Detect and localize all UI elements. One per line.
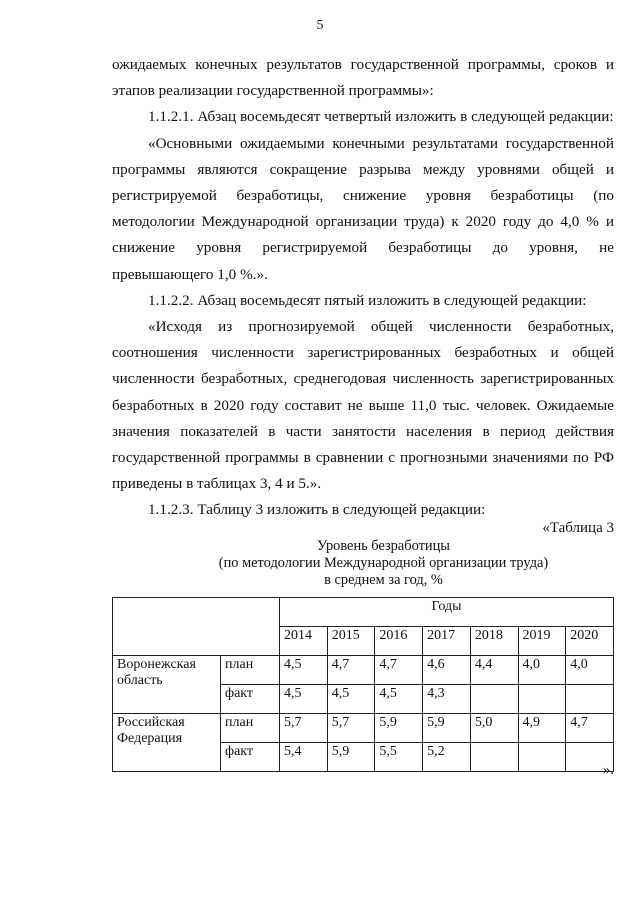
value-cell: 4,0 xyxy=(518,656,566,685)
value-cell: 5,5 xyxy=(375,743,423,772)
value-cell: 4,7 xyxy=(566,714,614,743)
year-cell: 2020 xyxy=(566,627,614,656)
row-type-cell: факт xyxy=(221,743,280,772)
value-cell: 5,9 xyxy=(375,714,423,743)
years-header: Годы xyxy=(280,598,614,627)
value-cell: 4,5 xyxy=(280,656,328,685)
table-caption-title: Уровень безработицы xyxy=(317,538,450,554)
row-type-cell: план xyxy=(221,656,280,685)
year-cell: 2014 xyxy=(280,627,328,656)
table-corner-cell xyxy=(113,598,280,656)
value-cell: 5,0 xyxy=(470,714,518,743)
value-cell xyxy=(518,685,566,714)
value-cell xyxy=(518,743,566,772)
year-cell: 2018 xyxy=(470,627,518,656)
paragraph-amendment-3: 1.1.2.3. Таблицу 3 изложить в следующей редакции: xyxy=(148,501,486,519)
value-cell: 4,5 xyxy=(280,685,328,714)
table-row xyxy=(113,656,614,685)
value-cell: 4,7 xyxy=(375,656,423,685)
value-cell xyxy=(566,685,614,714)
region-cell: Воронежская область xyxy=(113,656,221,714)
value-cell: 4,6 xyxy=(423,656,471,685)
value-cell: 4,5 xyxy=(375,685,423,714)
value-cell: 5,9 xyxy=(327,743,375,772)
value-cell: 5,7 xyxy=(280,714,328,743)
year-cell: 2019 xyxy=(518,627,566,656)
value-cell: 5,2 xyxy=(423,743,471,772)
value-cell: 5,4 xyxy=(280,743,328,772)
document-body xyxy=(112,52,614,524)
value-cell: 4,4 xyxy=(470,656,518,685)
paragraph-quote-1: «Основными ожидаемыми конечными результатами государственной программы являются сокращение разрыва между уровнями общей и регистрируемой безработицы, снижение уровня безработицы (по методологии Международной организации труда) к 2020 году до 4,0 % и снижение уровня регистрируемой безработицы до уровня, не превышающего 1,0 %.». xyxy=(112,134,614,283)
value-cell: 4,0 xyxy=(566,656,614,685)
value-cell: 4,3 xyxy=(423,685,471,714)
value-cell: 5,7 xyxy=(327,714,375,743)
table-caption xyxy=(112,538,640,589)
table-label: «Таблица 3 xyxy=(542,520,614,536)
table-header-row xyxy=(113,598,614,627)
unemployment-table xyxy=(112,597,614,772)
value-cell xyxy=(470,743,518,772)
paragraph-quote-2: «Исходя из прогнозируемой общей численности безработных, соотношения численности зарегистрированных безработных и общей численности безработных, среднегодовая численность зарегистрированных безработных в 2020 году составит не выше 11,0 тыс. человек. Ожидаемые значения показателей в части занятости населения в период действия государственной программы в сравнении с прогнозными значениями по РФ приведены в таблицах 3, 4 и 5.». xyxy=(112,318,614,493)
value-cell: 4,5 xyxy=(327,685,375,714)
row-type-cell: план xyxy=(221,714,280,743)
value-cell xyxy=(470,685,518,714)
value-cell: 5,9 xyxy=(423,714,471,743)
year-cell: 2017 xyxy=(423,627,471,656)
row-type-cell: факт xyxy=(221,685,280,714)
closing-quote: ». xyxy=(602,762,614,778)
year-cell: 2016 xyxy=(375,627,423,656)
page-number: 5 xyxy=(316,18,324,33)
value-cell: 4,7 xyxy=(327,656,375,685)
paragraph-intro: ожидаемых конечных результатов государственной программы, сроков и этапов реализации государственной программы»: xyxy=(112,56,614,100)
table-row xyxy=(113,714,614,743)
table-caption-unit: в среднем за год, % xyxy=(324,572,443,588)
paragraph-amendment-1: 1.1.2.1. Абзац восемьдесят четвертый изложить в следующей редакции: xyxy=(148,108,614,126)
paragraph-amendment-2: 1.1.2.2. Абзац восемьдесят пятый изложить в следующей редакции: xyxy=(148,291,587,309)
year-cell: 2015 xyxy=(327,627,375,656)
table-caption-method: (по методологии Международной организации труда) xyxy=(218,555,549,571)
region-cell: Российская Федерация xyxy=(113,714,221,772)
value-cell: 4,9 xyxy=(518,714,566,743)
